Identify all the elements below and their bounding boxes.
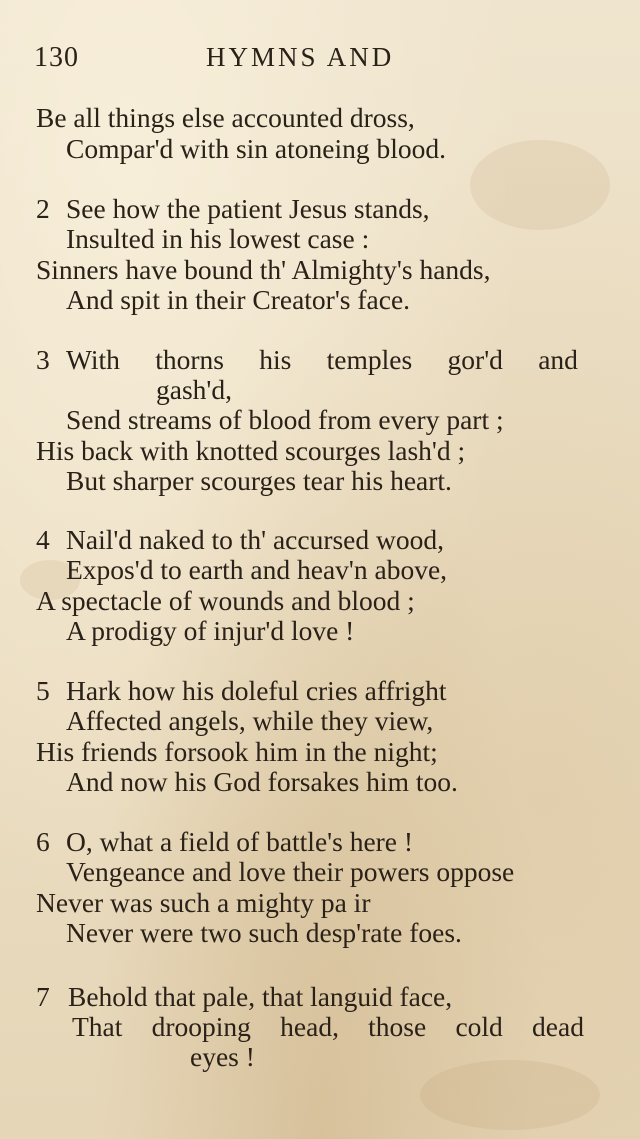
verse-line: Compar'd with sin atoneing blood.: [66, 133, 446, 164]
verse-number: 6: [36, 826, 50, 857]
verse-word: gor'd: [447, 344, 503, 375]
verse-word: drooping: [151, 1011, 251, 1042]
paper-stain: [420, 1060, 600, 1130]
verse-line: Behold that pale, that languid face,: [68, 981, 453, 1012]
verse-line-justified: [66, 346, 578, 374]
verse-line: See how the patient Jesus stands,: [66, 193, 430, 224]
verse-line: But sharper scourges tear his heart.: [66, 465, 452, 496]
page-number: 130: [34, 42, 79, 73]
verse-line: Vengeance and love their powers oppose: [66, 856, 515, 887]
verse-line: A prodigy of injur'd love !: [66, 615, 355, 646]
verse-word: That: [72, 1011, 123, 1042]
verse-word: those: [368, 1011, 427, 1042]
verse-line: gash'd,: [156, 374, 232, 405]
verse-line: And now his God forsakes him too.: [66, 766, 458, 797]
verse-number: 7: [36, 981, 50, 1012]
verse-word: and: [538, 344, 578, 375]
verse-line: O, what a field of battle's here !: [66, 826, 414, 857]
verse-number: 2: [36, 193, 50, 224]
verse-word: dead: [532, 1011, 584, 1042]
verse-line: Sinners have bound th' Almighty's hands,: [36, 254, 491, 285]
paper-stain: [470, 140, 610, 230]
page-header: [34, 42, 474, 82]
verse-line: His friends forsook him in the night;: [36, 736, 438, 767]
verse-line: Hark how his doleful cries affright: [66, 675, 447, 706]
verse-word: thorns: [155, 344, 224, 375]
verse-line: His back with knotted scourges lash'd ;: [36, 435, 466, 466]
verse-line: Never were two such desp'rate foes.: [66, 917, 462, 948]
verse-word: cold: [455, 1011, 503, 1042]
verse-line: eyes !: [190, 1041, 255, 1072]
running-head: HYMNS AND: [206, 42, 395, 72]
verse-word: head,: [280, 1011, 339, 1042]
verse-number: 5: [36, 675, 50, 706]
verse-line: Be all things else accounted dross,: [36, 102, 415, 133]
verse-line: Never was such a mighty pa ir: [36, 887, 371, 918]
verse-line: Nail'd naked to th' accursed wood,: [66, 524, 444, 555]
verse-word: temples: [326, 344, 413, 375]
verse-number: 3: [36, 344, 50, 375]
verse-line: Insulted in his lowest case :: [66, 223, 370, 254]
verse-line: Affected angels, while they view,: [66, 705, 434, 736]
verse-word: his: [259, 344, 292, 375]
verse-line: A spectacle of wounds and blood ;: [36, 585, 415, 616]
verse-line: And spit in their Creator's face.: [66, 284, 411, 315]
verse-line: Expos'd to earth and heav'n above,: [66, 554, 448, 585]
verse-line-justified: [72, 1013, 584, 1041]
verse-line: Send streams of blood from every part ;: [66, 404, 504, 435]
verse-word: With: [66, 344, 120, 375]
verse-number: 4: [36, 524, 50, 555]
